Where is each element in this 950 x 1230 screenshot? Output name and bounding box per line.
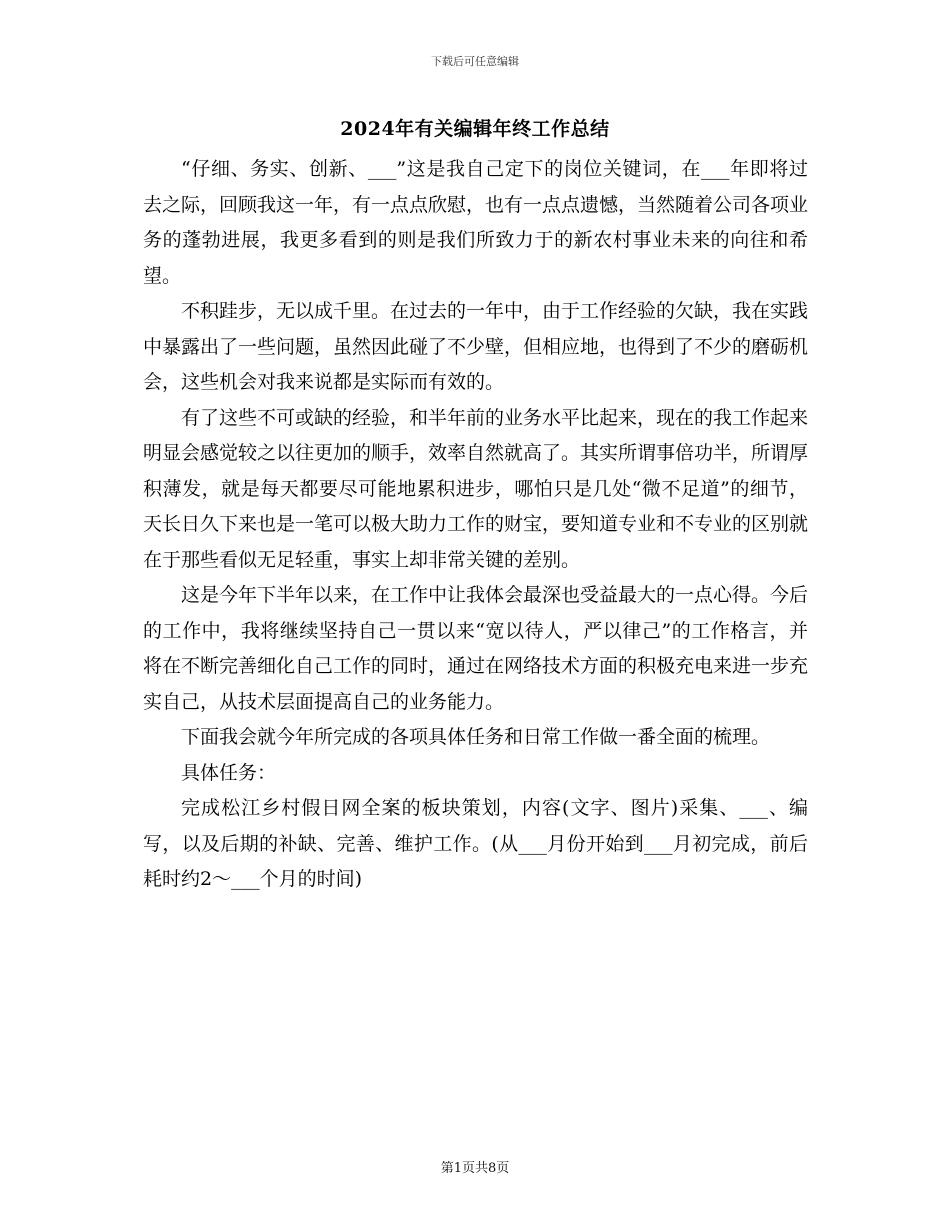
header-note: 下载后可任意编辑 <box>431 55 519 68</box>
paragraph: 具体任务： <box>181 761 277 784</box>
paragraph: 有了这些不可或缺的经验，和半年前的业务水平比起来，现在的我工作起来明显会感觉较之以往更加的顺手，效率自然就高了。其实所谓事倍功半，所谓厚积薄发，就是每天都要尽可能地累积进步，哪怕只是几处“微不足道”的细节，天长日久下来也是一笔可以极大助力工作的财宝，要知道专业和不专业的区别就在于那些看似无足轻重，事实上却非常关键的差别。 <box>143 406 809 571</box>
document-title: 2024年有关编辑年终工作总结 <box>340 118 610 140</box>
page-footer: 第1页共8页 <box>440 1161 510 1176</box>
paragraph: 下面我会就今年所完成的各项具体任务和日常工作做一番全面的梳理。 <box>181 726 771 748</box>
paragraph: 完成松江乡村假日网全案的板块策划，内容(文字、图片)采集、___、编写，以及后期的补缺、完善、维护工作。(从___月份开始到___月初完成，前后耗时约2～___个月的时间) <box>143 797 808 890</box>
paragraph: 这是今年下半年以来，在工作中让我体会最深也受益最大的一点心得。今后的工作中，我将继续坚持自己一贯以来“宽以待人，严以律己”的工作格言，并将在不断完善细化自己工作的同时，通过在网络技术方面的积极充电来进一步充实自己，从技术层面提高自己的业务能力。 <box>143 584 809 713</box>
paragraph: 不积跬步，无以成千里。在过去的一年中，由于工作经验的欠缺，我在实践中暴露出了一些问题，虽然因此碰了不少壁，但相应地，也得到了不少的磨砺机会，这些机会对我来说都是实际而有效的。 <box>143 300 809 393</box>
paragraph: “仔细、务实、创新、___”这是我自己定下的岗位关键词，在___年即将过去之际，回顾我这一年，有一点点欣慰，也有一点点遗憾，当然随着公司各项业务的蓬勃进展，我更多看到的则是我们所致力于的新农村事业未来的向往和希望。 <box>143 158 809 287</box>
document-body <box>143 152 808 898</box>
